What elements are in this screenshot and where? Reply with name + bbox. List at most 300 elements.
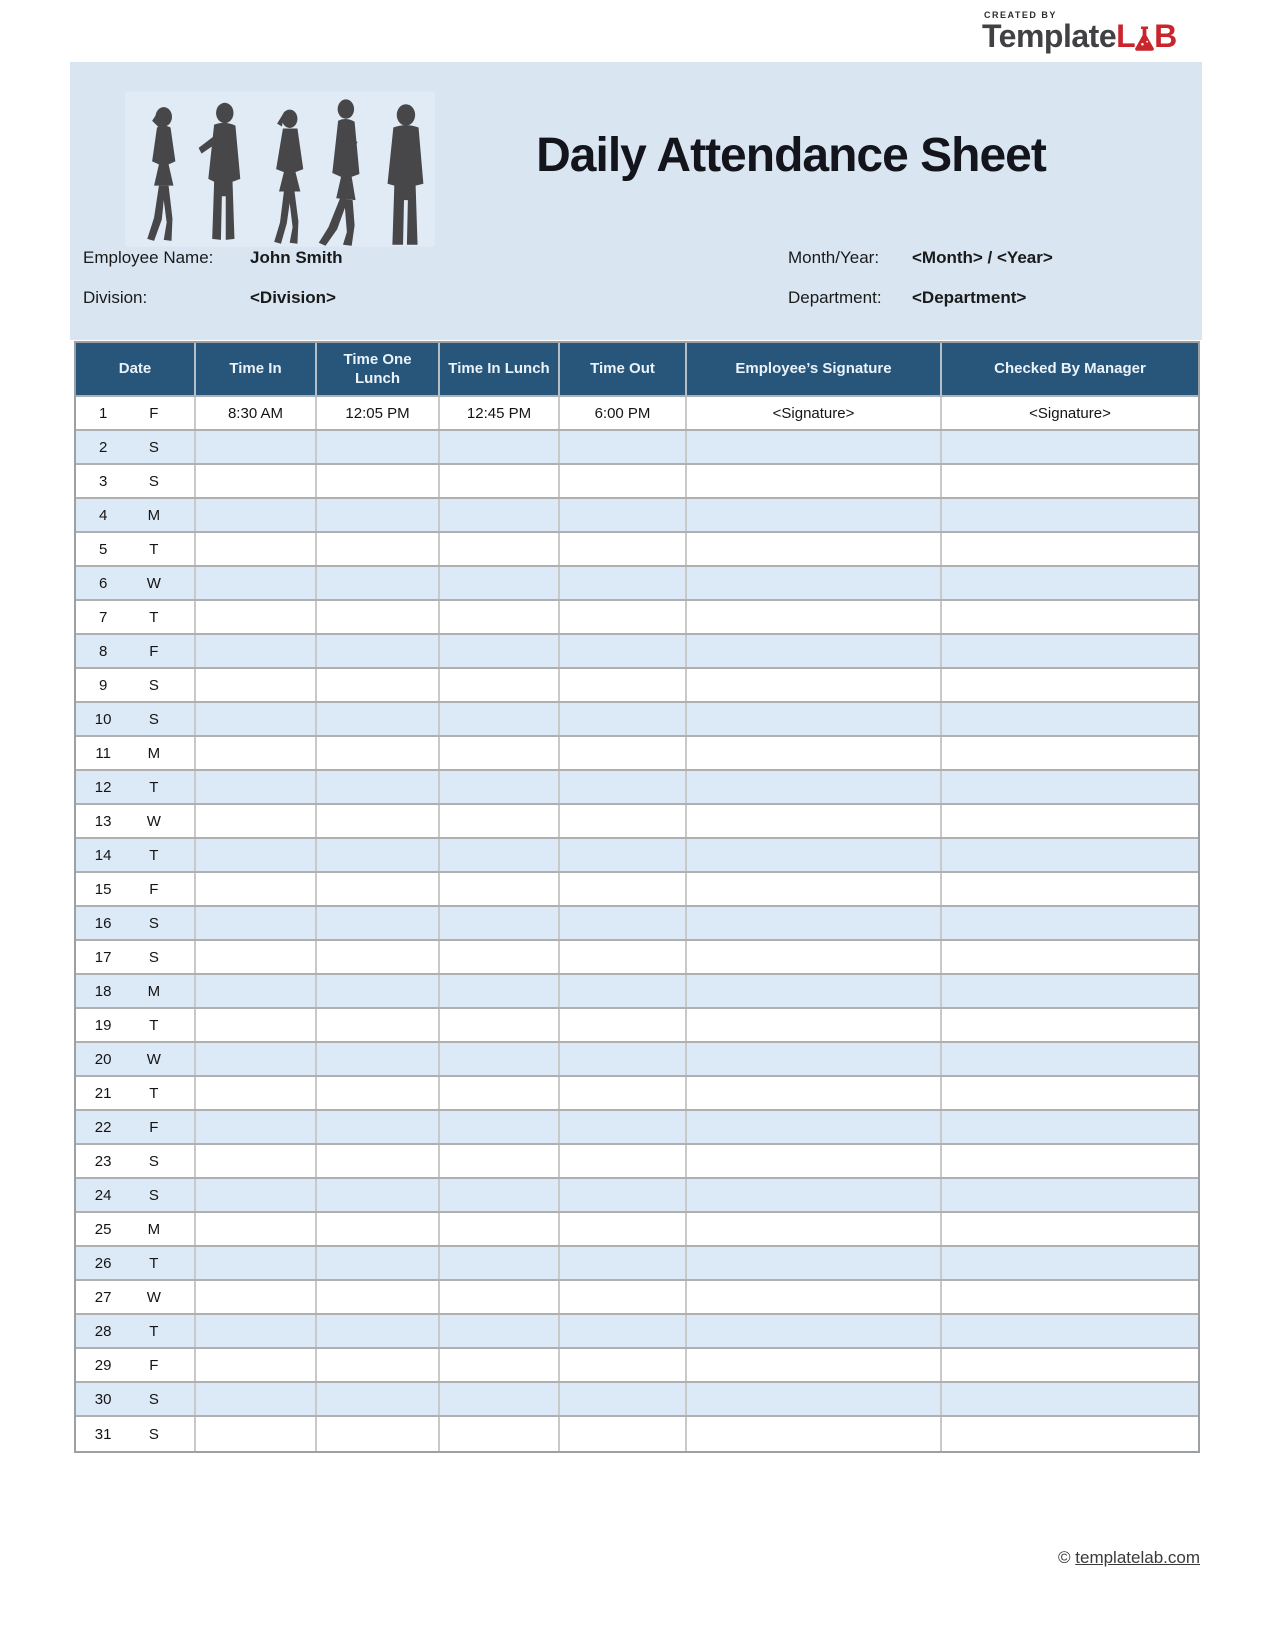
- cell-time-in[interactable]: [196, 669, 317, 701]
- date-number: 16: [94, 914, 112, 932]
- cell-employee-signature[interactable]: [687, 567, 942, 599]
- cell-date: [76, 601, 196, 633]
- cell-time-out[interactable]: [560, 771, 687, 803]
- cell-lunch-time-in[interactable]: [440, 771, 560, 803]
- cell-time-in[interactable]: [196, 941, 317, 973]
- date-number: 22: [94, 1118, 112, 1136]
- date-number: 5: [98, 540, 108, 558]
- date-number: 28: [94, 1322, 112, 1340]
- cell-lunch-time-out[interactable]: [317, 703, 440, 735]
- cell-lunch-time-out[interactable]: [317, 1315, 440, 1347]
- cell-employee-signature[interactable]: [687, 1281, 942, 1313]
- cell-lunch-time-out[interactable]: [317, 1383, 440, 1415]
- cell-lunch-time-in[interactable]: [440, 1383, 560, 1415]
- cell-time-out[interactable]: [560, 1281, 687, 1313]
- cell-time-out[interactable]: [560, 975, 687, 1007]
- cell-lunch-time-out[interactable]: [317, 1009, 440, 1041]
- date-number: 3: [98, 472, 108, 490]
- day-letter: T: [149, 1322, 159, 1340]
- cell-lunch-time-in[interactable]: [440, 669, 560, 701]
- cell-employee-signature[interactable]: [687, 1009, 942, 1041]
- table-row-day-7: [76, 601, 1198, 635]
- table-row-day-13: [76, 805, 1198, 839]
- table-row-day-12: [76, 771, 1198, 805]
- cell-date: [76, 533, 196, 565]
- cell-lunch-time-out[interactable]: [317, 907, 440, 939]
- date-number: 26: [94, 1254, 112, 1272]
- cell-lunch-time-out[interactable]: [317, 839, 440, 871]
- cell-time-out[interactable]: [560, 1213, 687, 1245]
- cell-checked-by-manager[interactable]: [942, 533, 1198, 565]
- cell-lunch-time-out[interactable]: [317, 1247, 440, 1279]
- date-number: 7: [98, 608, 108, 626]
- cell-lunch-time-in[interactable]: [440, 907, 560, 939]
- cell-time-in[interactable]: [196, 805, 317, 837]
- logo-brand-template: Template: [982, 18, 1117, 54]
- cell-checked-by-manager[interactable]: [942, 1247, 1198, 1279]
- cell-employee-signature[interactable]: [687, 1315, 942, 1347]
- day-letter: T: [149, 1016, 159, 1034]
- cell-lunch-time-in[interactable]: [440, 1417, 560, 1451]
- cell-date: [76, 1043, 196, 1075]
- cell-lunch-time-in[interactable]: [440, 1247, 560, 1279]
- cell-lunch-time-in[interactable]: [440, 1315, 560, 1347]
- cell-time-out[interactable]: [560, 1145, 687, 1177]
- cell-date: [76, 907, 196, 939]
- cell-lunch-time-in[interactable]: [440, 1111, 560, 1143]
- attendance-table: [74, 341, 1200, 1453]
- cell-checked-by-manager[interactable]: [942, 703, 1198, 735]
- cell-time-out[interactable]: [560, 669, 687, 701]
- cell-time-in[interactable]: [196, 1043, 317, 1075]
- cell-time-out[interactable]: [560, 839, 687, 871]
- cell-lunch-time-in[interactable]: [440, 1179, 560, 1211]
- templatelab-logo: [982, 10, 1205, 52]
- cell-lunch-time-out[interactable]: [317, 499, 440, 531]
- cell-time-out[interactable]: [560, 1111, 687, 1143]
- cell-checked-by-manager[interactable]: [942, 1349, 1198, 1381]
- cell-employee-signature[interactable]: [687, 1077, 942, 1109]
- cell-employee-signature[interactable]: [687, 1349, 942, 1381]
- table-body: [76, 397, 1198, 1451]
- cell-employee-signature[interactable]: [687, 1383, 942, 1415]
- cell-checked-by-manager[interactable]: [942, 975, 1198, 1007]
- cell-checked-by-manager[interactable]: [942, 1077, 1198, 1109]
- cell-lunch-time-out[interactable]: [317, 533, 440, 565]
- cell-time-out[interactable]: [560, 1417, 687, 1451]
- column-header-date: Date: [76, 343, 196, 397]
- cell-employee-signature[interactable]: [687, 431, 942, 463]
- cell-lunch-time-out[interactable]: [317, 431, 440, 463]
- cell-date: [76, 1281, 196, 1313]
- cell-time-out[interactable]: [560, 1247, 687, 1279]
- cell-checked-by-manager[interactable]: [942, 499, 1198, 531]
- cell-date: [76, 1213, 196, 1245]
- cell-time-out[interactable]: [560, 601, 687, 633]
- cell-checked-by-manager[interactable]: [942, 1315, 1198, 1347]
- table-row-day-6: [76, 567, 1198, 601]
- cell-date: [76, 975, 196, 1007]
- cell-date: [76, 1077, 196, 1109]
- cell-checked-by-manager[interactable]: [942, 737, 1198, 769]
- cell-time-in[interactable]: [196, 1077, 317, 1109]
- cell-time-in[interactable]: [196, 567, 317, 599]
- cell-checked-by-manager[interactable]: [942, 907, 1198, 939]
- logo-brand-lab-l: L: [1116, 18, 1136, 54]
- cell-date: [76, 1315, 196, 1347]
- date-number: 10: [94, 710, 112, 728]
- cell-checked-by-manager[interactable]: <Signature>: [1029, 404, 1111, 422]
- cell-date: [76, 669, 196, 701]
- cell-employee-signature[interactable]: [687, 601, 942, 633]
- cell-checked-by-manager[interactable]: [942, 941, 1198, 973]
- column-header-time-one-lunch: Time One Lunch: [317, 343, 440, 397]
- table-row-day-27: [76, 1281, 1198, 1315]
- cell-time-in[interactable]: [196, 465, 317, 497]
- cell-employee-signature[interactable]: [687, 839, 942, 871]
- cell-time-in[interactable]: [196, 1247, 317, 1279]
- cell-employee-signature[interactable]: [687, 1247, 942, 1279]
- cell-time-in[interactable]: [196, 703, 317, 735]
- cell-employee-signature[interactable]: [687, 771, 942, 803]
- cell-lunch-time-in[interactable]: [440, 465, 560, 497]
- cell-time-out[interactable]: [560, 1043, 687, 1075]
- date-number: 27: [94, 1288, 112, 1306]
- cell-employee-signature[interactable]: [687, 873, 942, 905]
- cell-lunch-time-in[interactable]: [440, 805, 560, 837]
- date-number: 15: [94, 880, 112, 898]
- day-letter: T: [149, 540, 159, 558]
- date-number: 23: [94, 1152, 112, 1170]
- day-letter: S: [148, 1425, 159, 1443]
- cell-time-out[interactable]: [560, 499, 687, 531]
- cell-lunch-time-in[interactable]: [440, 941, 560, 973]
- day-letter: F: [149, 880, 159, 898]
- info-row-2: [70, 288, 1202, 312]
- day-letter: T: [149, 778, 159, 796]
- day-letter: S: [148, 1390, 159, 1408]
- cell-lunch-time-out[interactable]: [317, 975, 440, 1007]
- column-header-checked-by-manager: Checked By Manager: [942, 343, 1198, 397]
- date-number: 13: [94, 812, 112, 830]
- cell-time-in[interactable]: [196, 771, 317, 803]
- cell-date: [76, 499, 196, 531]
- table-row-day-14: [76, 839, 1198, 873]
- cell-date: [76, 1111, 196, 1143]
- cell-date: [76, 941, 196, 973]
- cell-time-out[interactable]: [560, 703, 687, 735]
- cell-employee-signature[interactable]: [687, 907, 942, 939]
- cell-employee-signature[interactable]: [687, 1043, 942, 1075]
- cell-lunch-time-out[interactable]: [317, 1145, 440, 1177]
- cell-employee-signature[interactable]: [687, 1213, 942, 1245]
- table-row-day-17: [76, 941, 1198, 975]
- cell-lunch-time-in[interactable]: [440, 975, 560, 1007]
- table-row-day-21: [76, 1077, 1198, 1111]
- table-row-day-10: [76, 703, 1198, 737]
- month-year-value[interactable]: <Month> / <Year>: [912, 248, 1053, 267]
- cell-date: [76, 1009, 196, 1041]
- column-header-time-out: Time Out: [560, 343, 687, 397]
- cell-time-in[interactable]: [196, 431, 317, 463]
- cell-date: [76, 465, 196, 497]
- cell-lunch-time-in[interactable]: [440, 1145, 560, 1177]
- employee-name-value[interactable]: John Smith: [250, 248, 343, 267]
- cell-employee-signature[interactable]: [687, 533, 942, 565]
- cell-checked-by-manager[interactable]: [942, 771, 1198, 803]
- cell-employee-signature[interactable]: [687, 1417, 942, 1451]
- page-title: Daily Attendance Sheet: [536, 129, 1046, 182]
- cell-checked-by-manager[interactable]: [942, 431, 1198, 463]
- cell-time-out[interactable]: [560, 431, 687, 463]
- cell-date: [76, 771, 196, 803]
- cell-date: [76, 567, 196, 599]
- cell-checked-by-manager[interactable]: [942, 567, 1198, 599]
- cell-time-out[interactable]: [560, 1315, 687, 1347]
- cell-lunch-time-out[interactable]: [317, 669, 440, 701]
- column-header-employee-s-signature: Employee’s Signature: [687, 343, 942, 397]
- cell-employee-signature[interactable]: [687, 1179, 942, 1211]
- copyright-symbol: ©: [1058, 1548, 1071, 1567]
- cell-lunch-time-out[interactable]: [317, 1213, 440, 1245]
- cell-time-out[interactable]: [560, 1349, 687, 1381]
- cell-lunch-time-out[interactable]: [317, 465, 440, 497]
- cell-time-in[interactable]: [196, 601, 317, 633]
- cell-time-in[interactable]: [196, 1281, 317, 1313]
- cell-lunch-time-out[interactable]: [317, 1349, 440, 1381]
- date-number: 25: [94, 1220, 112, 1238]
- cell-employee-signature[interactable]: [687, 975, 942, 1007]
- cell-checked-by-manager[interactable]: [942, 1383, 1198, 1415]
- table-row-day-31: [76, 1417, 1198, 1451]
- cell-date: [76, 431, 196, 463]
- cell-time-in[interactable]: [196, 907, 317, 939]
- table-row-day-11: [76, 737, 1198, 771]
- cell-lunch-time-out[interactable]: [317, 1111, 440, 1143]
- table-row-day-15: [76, 873, 1198, 907]
- cell-time-out[interactable]: [560, 1077, 687, 1109]
- cell-checked-by-manager[interactable]: [942, 635, 1198, 667]
- cell-time-in[interactable]: [196, 1315, 317, 1347]
- cell-time-in[interactable]: [196, 1145, 317, 1177]
- day-letter: S: [148, 710, 159, 728]
- cell-time-out[interactable]: 6:00 PM: [560, 397, 687, 429]
- cell-lunch-time-out[interactable]: [317, 771, 440, 803]
- table-row-day-26: [76, 1247, 1198, 1281]
- info-row-1: [70, 248, 1202, 272]
- day-letter: S: [148, 1152, 159, 1170]
- cell-time-in[interactable]: [196, 839, 317, 871]
- date-number: 18: [94, 982, 112, 1000]
- cell-time-in[interactable]: [196, 1349, 317, 1381]
- cell-time-out[interactable]: [560, 465, 687, 497]
- cell-time-out[interactable]: [560, 1179, 687, 1211]
- day-letter: T: [149, 1084, 159, 1102]
- cell-time-in[interactable]: [196, 1383, 317, 1415]
- table-row-day-9: [76, 669, 1198, 703]
- cell-employee-signature[interactable]: [687, 703, 942, 735]
- cell-time-in[interactable]: 8:30 AM: [196, 397, 317, 429]
- cell-time-out[interactable]: [560, 567, 687, 599]
- day-letter: T: [149, 846, 159, 864]
- cell-date: [76, 1383, 196, 1415]
- cell-time-in[interactable]: [196, 1111, 317, 1143]
- table-row-day-2: [76, 431, 1198, 465]
- cell-lunch-time-in[interactable]: 12:45 PM: [440, 397, 560, 429]
- date-number: 4: [98, 506, 108, 524]
- cell-lunch-time-out[interactable]: 12:05 PM: [317, 397, 440, 429]
- business-people-silhouettes-image: [125, 90, 435, 258]
- date-number: 17: [94, 948, 112, 966]
- cell-lunch-time-in[interactable]: [440, 1009, 560, 1041]
- cell-checked-by-manager[interactable]: [942, 669, 1198, 701]
- cell-checked-by-manager[interactable]: [942, 1111, 1198, 1143]
- cell-checked-by-manager[interactable]: [942, 1043, 1198, 1075]
- cell-time-in[interactable]: [196, 737, 317, 769]
- cell-checked-by-manager[interactable]: [942, 805, 1198, 837]
- cell-lunch-time-out[interactable]: [317, 737, 440, 769]
- cell-lunch-time-out[interactable]: [317, 1179, 440, 1211]
- table-row-day-25: [76, 1213, 1198, 1247]
- cell-time-out[interactable]: [560, 907, 687, 939]
- cell-date: [76, 635, 196, 667]
- day-letter: T: [149, 1254, 159, 1272]
- cell-employee-signature[interactable]: [687, 737, 942, 769]
- cell-lunch-time-out[interactable]: [317, 873, 440, 905]
- cell-lunch-time-out[interactable]: [317, 1077, 440, 1109]
- cell-lunch-time-in[interactable]: [440, 1043, 560, 1075]
- day-letter: S: [148, 1186, 159, 1204]
- cell-time-in[interactable]: [196, 1417, 317, 1451]
- table-row-day-16: [76, 907, 1198, 941]
- day-letter: S: [148, 676, 159, 694]
- cell-checked-by-manager[interactable]: [942, 465, 1198, 497]
- date-number: 8: [98, 642, 108, 660]
- date-number: 31: [94, 1425, 112, 1443]
- cell-lunch-time-in[interactable]: [440, 499, 560, 531]
- cell-checked-by-manager[interactable]: [942, 1213, 1198, 1245]
- cell-checked-by-manager[interactable]: [942, 1179, 1198, 1211]
- cell-lunch-time-out[interactable]: [317, 635, 440, 667]
- cell-lunch-time-out[interactable]: [317, 567, 440, 599]
- cell-employee-signature[interactable]: [687, 499, 942, 531]
- department-label: Department:: [788, 288, 882, 307]
- cell-checked-by-manager[interactable]: [942, 601, 1198, 633]
- date-number: 6: [98, 574, 108, 592]
- cell-checked-by-manager[interactable]: [942, 873, 1198, 905]
- cell-lunch-time-in[interactable]: [440, 635, 560, 667]
- day-letter: S: [148, 948, 159, 966]
- day-letter: F: [149, 1118, 159, 1136]
- day-letter: F: [149, 642, 159, 660]
- cell-date: [76, 1417, 196, 1451]
- cell-employee-signature[interactable]: [687, 669, 942, 701]
- cell-time-in[interactable]: [196, 533, 317, 565]
- date-number: 1: [98, 404, 108, 422]
- cell-checked-by-manager[interactable]: [942, 1281, 1198, 1313]
- cell-date: [76, 703, 196, 735]
- cell-lunch-time-out[interactable]: [317, 941, 440, 973]
- cell-time-out[interactable]: [560, 1009, 687, 1041]
- cell-lunch-time-in[interactable]: [440, 873, 560, 905]
- cell-time-in[interactable]: [196, 1179, 317, 1211]
- cell-lunch-time-in[interactable]: [440, 567, 560, 599]
- cell-employee-signature[interactable]: [687, 941, 942, 973]
- cell-lunch-time-in[interactable]: [440, 533, 560, 565]
- cell-lunch-time-out[interactable]: [317, 1417, 440, 1451]
- cell-checked-by-manager[interactable]: [942, 839, 1198, 871]
- table-row-day-23: [76, 1145, 1198, 1179]
- cell-time-out[interactable]: [560, 1383, 687, 1415]
- department-value[interactable]: <Department>: [912, 288, 1027, 307]
- cell-date: [76, 1145, 196, 1177]
- cell-time-out[interactable]: [560, 533, 687, 565]
- cell-lunch-time-in[interactable]: [440, 1349, 560, 1381]
- cell-time-out[interactable]: [560, 873, 687, 905]
- cell-time-out[interactable]: [560, 941, 687, 973]
- cell-lunch-time-in[interactable]: [440, 431, 560, 463]
- cell-time-out[interactable]: [560, 805, 687, 837]
- cell-date: [76, 1247, 196, 1279]
- cell-time-out[interactable]: [560, 635, 687, 667]
- cell-time-in[interactable]: [196, 975, 317, 1007]
- cell-date: [76, 737, 196, 769]
- day-letter: M: [147, 1220, 161, 1238]
- day-letter: W: [146, 574, 161, 592]
- cell-lunch-time-in[interactable]: [440, 839, 560, 871]
- day-letter: T: [149, 608, 159, 626]
- cell-time-in[interactable]: [196, 635, 317, 667]
- cell-employee-signature[interactable]: <Signature>: [687, 397, 942, 429]
- day-letter: F: [149, 1356, 159, 1374]
- cell-lunch-time-out[interactable]: [317, 601, 440, 633]
- cell-checked-by-manager[interactable]: [942, 1417, 1198, 1451]
- cell-lunch-time-out[interactable]: [317, 805, 440, 837]
- cell-date: [76, 397, 196, 429]
- cell-time-in[interactable]: [196, 1213, 317, 1245]
- cell-employee-signature[interactable]: [687, 805, 942, 837]
- cell-lunch-time-out[interactable]: [317, 1281, 440, 1313]
- cell-checked-by-manager[interactable]: [942, 1145, 1198, 1177]
- cell-time-in[interactable]: [196, 873, 317, 905]
- cell-lunch-time-in[interactable]: [440, 601, 560, 633]
- division-value[interactable]: <Division>: [250, 288, 336, 307]
- cell-employee-signature[interactable]: [687, 635, 942, 667]
- templatelab-link[interactable]: templatelab.com: [1075, 1548, 1200, 1567]
- cell-employee-signature[interactable]: [687, 465, 942, 497]
- cell-lunch-time-in[interactable]: [440, 1213, 560, 1245]
- date-number: 21: [94, 1084, 112, 1102]
- cell-employee-signature[interactable]: [687, 1111, 942, 1143]
- cell-time-out[interactable]: [560, 737, 687, 769]
- day-letter: M: [147, 982, 161, 1000]
- cell-lunch-time-in[interactable]: [440, 1077, 560, 1109]
- table-row-day-4: [76, 499, 1198, 533]
- cell-time-in[interactable]: [196, 499, 317, 531]
- cell-lunch-time-out[interactable]: [317, 1043, 440, 1075]
- cell-checked-by-manager[interactable]: [942, 1009, 1198, 1041]
- cell-employee-signature[interactable]: [687, 1145, 942, 1177]
- table-header-row: [76, 343, 1198, 397]
- cell-date: [76, 805, 196, 837]
- cell-lunch-time-in[interactable]: [440, 737, 560, 769]
- cell-lunch-time-in[interactable]: [440, 1281, 560, 1313]
- cell-time-in[interactable]: [196, 1009, 317, 1041]
- cell-lunch-time-in[interactable]: [440, 703, 560, 735]
- date-number: 30: [94, 1390, 112, 1408]
- table-row-day-18: [76, 975, 1198, 1009]
- date-number: 11: [95, 744, 111, 762]
